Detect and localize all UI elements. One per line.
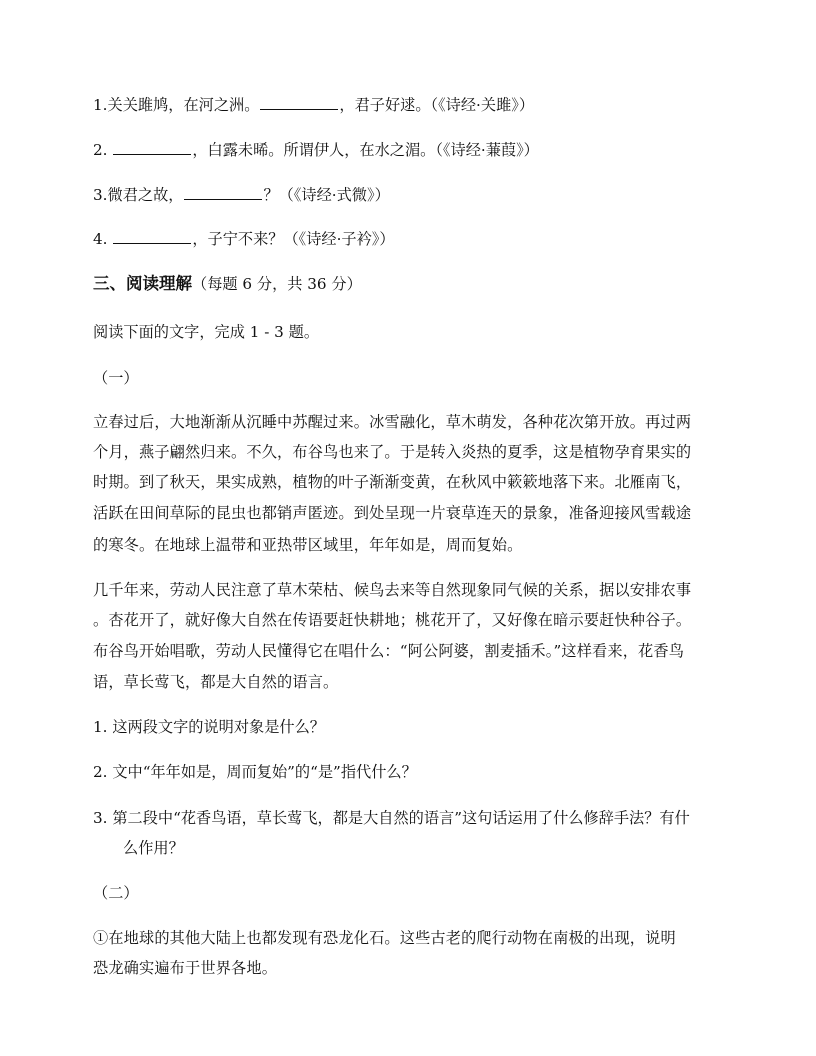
passage-line: 恐龙确实遍布于世界各地。 bbox=[93, 959, 278, 977]
item-number: 2. bbox=[93, 141, 108, 159]
section-score: （每题 6 分，共 36 分） bbox=[192, 275, 362, 293]
part-label-2: （二） bbox=[93, 884, 139, 902]
section-title: 三、阅读理解 bbox=[93, 274, 192, 293]
question-2: 2. 文中“年年如是，周而复始”的“是”指代什么？ bbox=[93, 763, 417, 781]
passage-line: 。杏花开了，就好像大自然在传语要赶快耕地；桃花开了，又好像在暗示要赶快种谷子。 bbox=[93, 611, 692, 629]
part-label-1: （一） bbox=[93, 369, 139, 387]
passage-line: 活跃在田间草际的昆虫也都销声匿迹。到处呈现一片衰草连天的景象，准备迎接风雪载途 bbox=[93, 504, 692, 522]
fill-in-item-1 bbox=[93, 95, 534, 115]
passage-line: ①在地球的其他大陆上也都发现有恐龙化石。这些古老的爬行动物在南极的出现，说明 bbox=[93, 929, 676, 947]
passage-line: 个月，燕子翩然归来。不久，布谷鸟也来了。于是转入炎热的夏季，这是植物孕育果实的 bbox=[93, 443, 692, 461]
question-3: 3. 第二段中“花香鸟语，草长莺飞，都是大自然的语言”这句话运用了什么修辞手法？有什 bbox=[93, 809, 690, 827]
passage-line: 布谷鸟开始唱歌，劳动人民懂得它在唱什么：“阿公阿婆，割麦插禾。”这样看来，花香鸟 bbox=[93, 642, 685, 660]
question-3-continued: 么作用？ bbox=[123, 839, 184, 857]
answer-blank bbox=[113, 140, 191, 155]
answer-blank bbox=[184, 185, 262, 200]
item-text-after: ，白露未晞。所谓伊人，在水之湄。（《诗经·蒹葭》） bbox=[192, 141, 539, 159]
question-1: 1. 这两段文字的说明对象是什么？ bbox=[93, 718, 325, 736]
passage-line: 时期。到了秋天，果实成熟，植物的叶子渐渐变黄，在秋风中簌簌地落下来。北雁南飞， bbox=[93, 473, 692, 491]
item-number: 4. bbox=[93, 230, 108, 248]
passage-line: 几千年来，劳动人民注意了草木荣枯、候鸟去来等自然现象同气候的关系，据以安排农事 bbox=[93, 581, 692, 599]
fill-in-item-4 bbox=[93, 229, 395, 249]
passage-line: 立春过后，大地渐渐从沉睡中苏醒过来。冰雪融化，草木萌发，各种花次第开放。再过两 bbox=[93, 413, 692, 431]
fill-in-item-3 bbox=[93, 185, 390, 205]
passage-line: 的寒冬。在地球上温带和亚热带区域里，年年如是，周而复始。 bbox=[93, 536, 523, 554]
item-number: 3. bbox=[93, 186, 108, 204]
item-text-after: ，子宁不来？（《诗经·子衿》） bbox=[192, 230, 395, 248]
answer-blank bbox=[113, 229, 191, 244]
passage-line: 语，草长莺飞，都是大自然的语言。 bbox=[93, 673, 339, 691]
reading-instruction: 阅读下面的文字，完成 1 - 3 题。 bbox=[93, 323, 320, 341]
section-heading bbox=[93, 274, 362, 294]
item-text-before: 微君之故， bbox=[107, 186, 184, 204]
item-text-before: 关关雎鸠，在河之洲。 bbox=[107, 96, 260, 114]
item-number: 1. bbox=[93, 96, 108, 114]
item-text-after: ，君子好逑。（《诗经·关雎》） bbox=[339, 96, 535, 114]
answer-blank bbox=[260, 95, 338, 110]
item-text-after: ？（《诗经·式微》） bbox=[263, 186, 390, 204]
fill-in-item-2 bbox=[93, 140, 539, 160]
